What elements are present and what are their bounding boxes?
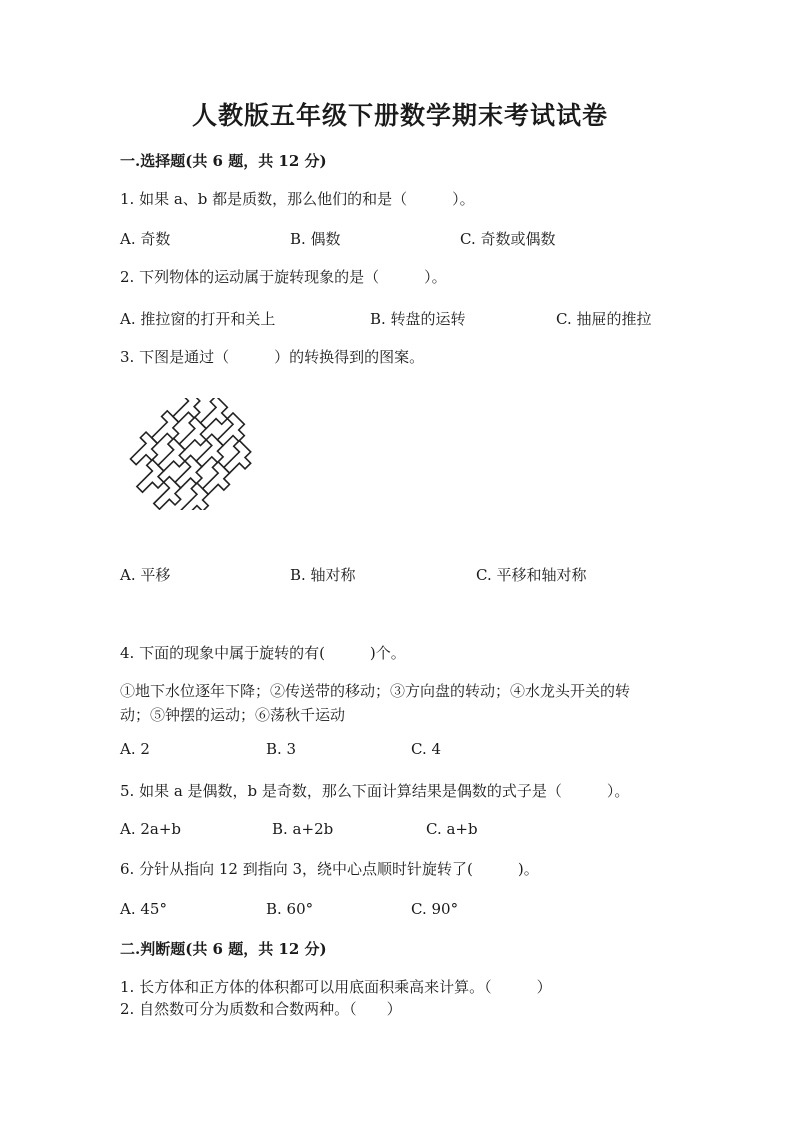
question-2-option-c: C. 抽屉的推拉 bbox=[556, 310, 652, 328]
question-3-option-b: B. 轴对称 bbox=[290, 566, 356, 584]
question-2-option-b: B. 转盘的运转 bbox=[370, 310, 466, 328]
question-2-text: 2. 下列物体的运动属于旋转现象的是（ ）。 bbox=[120, 268, 447, 286]
question-4-text: 4. 下面的现象中属于旋转的有( )个。 bbox=[120, 644, 406, 662]
question-3-option-c: C. 平移和轴对称 bbox=[476, 566, 587, 584]
question-4-option-c: C. 4 bbox=[411, 740, 442, 758]
section-heading-true-false: 二.判断题(共 6 题，共 12 分) bbox=[120, 940, 327, 958]
tessellation-pattern-figure bbox=[120, 398, 265, 510]
question-5-option-b: B. a+2b bbox=[272, 820, 334, 838]
question-3-text: 3. 下图是通过（ ）的转换得到的图案。 bbox=[120, 348, 425, 366]
judge-question-2: 2. 自然数可分为质数和合数两种。（ ） bbox=[120, 1000, 402, 1018]
question-3-option-a: A. 平移 bbox=[120, 566, 171, 584]
question-1-option-a: A. 奇数 bbox=[120, 230, 171, 248]
question-1-option-c: C. 奇数或偶数 bbox=[460, 230, 556, 248]
question-6-option-a: A. 45° bbox=[120, 900, 167, 918]
question-6-option-b: B. 60° bbox=[266, 900, 314, 918]
page-title: 人教版五年级下册数学期末考试试卷 bbox=[191, 101, 608, 130]
judge-question-1: 1. 长方体和正方体的体积都可以用底面积乘高来计算。（ ） bbox=[120, 978, 552, 996]
question-4-option-b: B. 3 bbox=[266, 740, 297, 758]
question-4-option-a: A. 2 bbox=[120, 740, 150, 758]
question-6-option-c: C. 90° bbox=[411, 900, 459, 918]
question-1-option-b: B. 偶数 bbox=[290, 230, 341, 248]
question-6-text: 6. 分针从指向 12 到指向 3，绕中心点顺时针旋转了( )。 bbox=[120, 860, 539, 878]
question-5-option-c: C. a+b bbox=[426, 820, 478, 838]
question-1-text: 1. 如果 a、b 都是质数，那么他们的和是（ ）。 bbox=[120, 190, 475, 208]
question-2-option-a: A. 推拉窗的打开和关上 bbox=[120, 310, 276, 328]
question-5-option-a: A. 2a+b bbox=[120, 820, 182, 838]
question-4-detail-line-2: 动；⑤钟摆的运动；⑥荡秋千运动 bbox=[120, 706, 346, 724]
question-5-text: 5. 如果 a 是偶数，b 是奇数，那么下面计算结果是偶数的式子是（ ）。 bbox=[120, 782, 630, 800]
section-heading-choice: 一.选择题(共 6 题，共 12 分) bbox=[120, 152, 327, 170]
question-4-detail-line-1: ①地下水位逐年下降；②传送带的移动；③方向盘的转动；④水龙头开关的转 bbox=[120, 682, 631, 700]
